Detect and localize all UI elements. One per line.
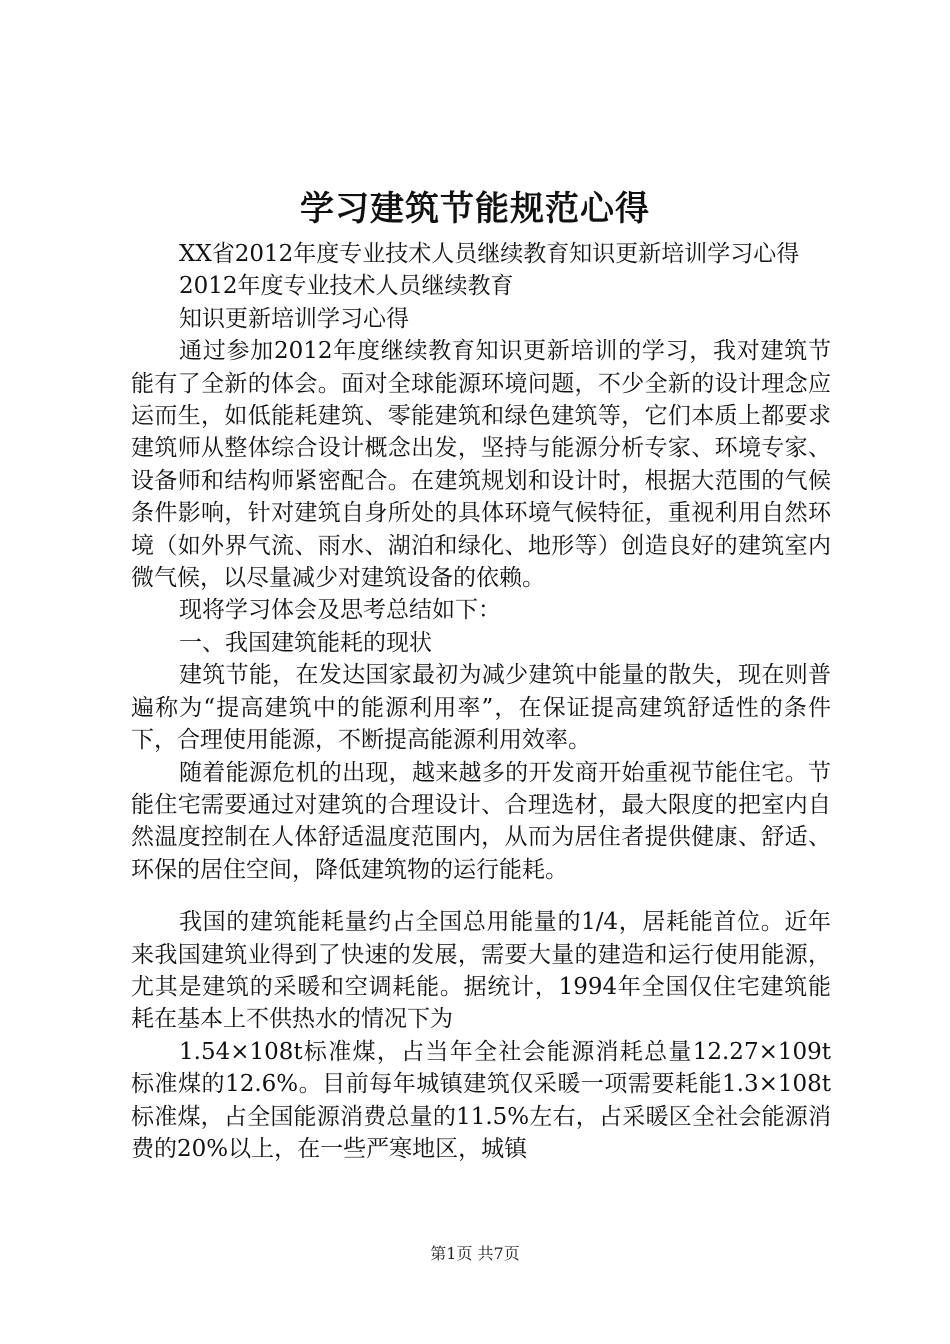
paragraph-statistics: 1.54×108t标准煤，占当年全社会能源消耗总量12.27×109t标准煤的12.6%。目前每年城镇建筑仅采暖一项需要耗能1.3×108t标准煤，占全国能源消费总量的11.5%左右，占采暖区全社会能源消费的20%以上，在一些严寒地区，城镇	[131, 1038, 831, 1162]
document-title: 学习建筑节能规范心得	[300, 189, 650, 229]
paragraph-energy-crisis: 随着能源危机的出现，越来越多的开发商开始重视节能住宅。节能住宅需要通过对建筑的合理设计、合理选材，最大限度的把室内自然温度控制在人体舒适温度范围内，从而为居住者提供健康、舒适、环保的居住空间，降低建筑物的运行能耗。	[131, 759, 831, 883]
document-body	[131, 238, 831, 1165]
section-heading-1: 一、我国建筑能耗的现状	[179, 629, 432, 656]
paragraph-building-energy: 建筑节能，在发达国家最初为减少建筑中能量的散失，现在则普遍称为“提高建筑中的能源利用率”，在保证提高建筑舒适性的条件下，合理使用能源，不断提高能源利用效率。	[131, 662, 831, 754]
paragraph-subtitle-1: 2012年度专业技术人员继续教育	[179, 273, 514, 300]
paragraph-heading-line: XX省2012年度专业技术人员继续教育知识更新培训学习心得	[179, 241, 800, 267]
paragraph-consumption-share: 我国的建筑能耗量约占全国总用能量的1/4，居耗能首位。近年来我国建筑业得到了快速的发展，需要大量的建造和运行使用能源，尤其是建筑的采暖和空调耗能。据统计，1994年全国仅住宅建筑能耗在基本上不供热水的情况下为	[131, 909, 831, 1033]
paragraph-summary-lead: 现将学习体会及思考总结如下：	[179, 597, 501, 624]
paragraph-intro: 通过参加2012年度继续教育知识更新培训的学习，我对建筑节能有了全新的体会。面对全球能源环境问题，不少全新的设计理念应运而生，如低能耗建筑、零能建筑和绿色建筑等，它们本质上都要求建筑师从整体综合设计概念出发，坚持与能源分析专家、环境专家、设备师和结构师紧密配合。在建筑规划和设计时，根据大范围的气候条件影响，针对建筑自身所处的具体环境气候特征，重视利用自然环境（如外界气流、雨水、湖泊和绿化、地形等）创造良好的建筑室内微气候，以尽量减少对建筑设备的依赖。	[131, 338, 831, 592]
page-footer: 第1页 共7页	[430, 1244, 520, 1263]
paragraph-subtitle-2: 知识更新培训学习心得	[179, 305, 409, 332]
